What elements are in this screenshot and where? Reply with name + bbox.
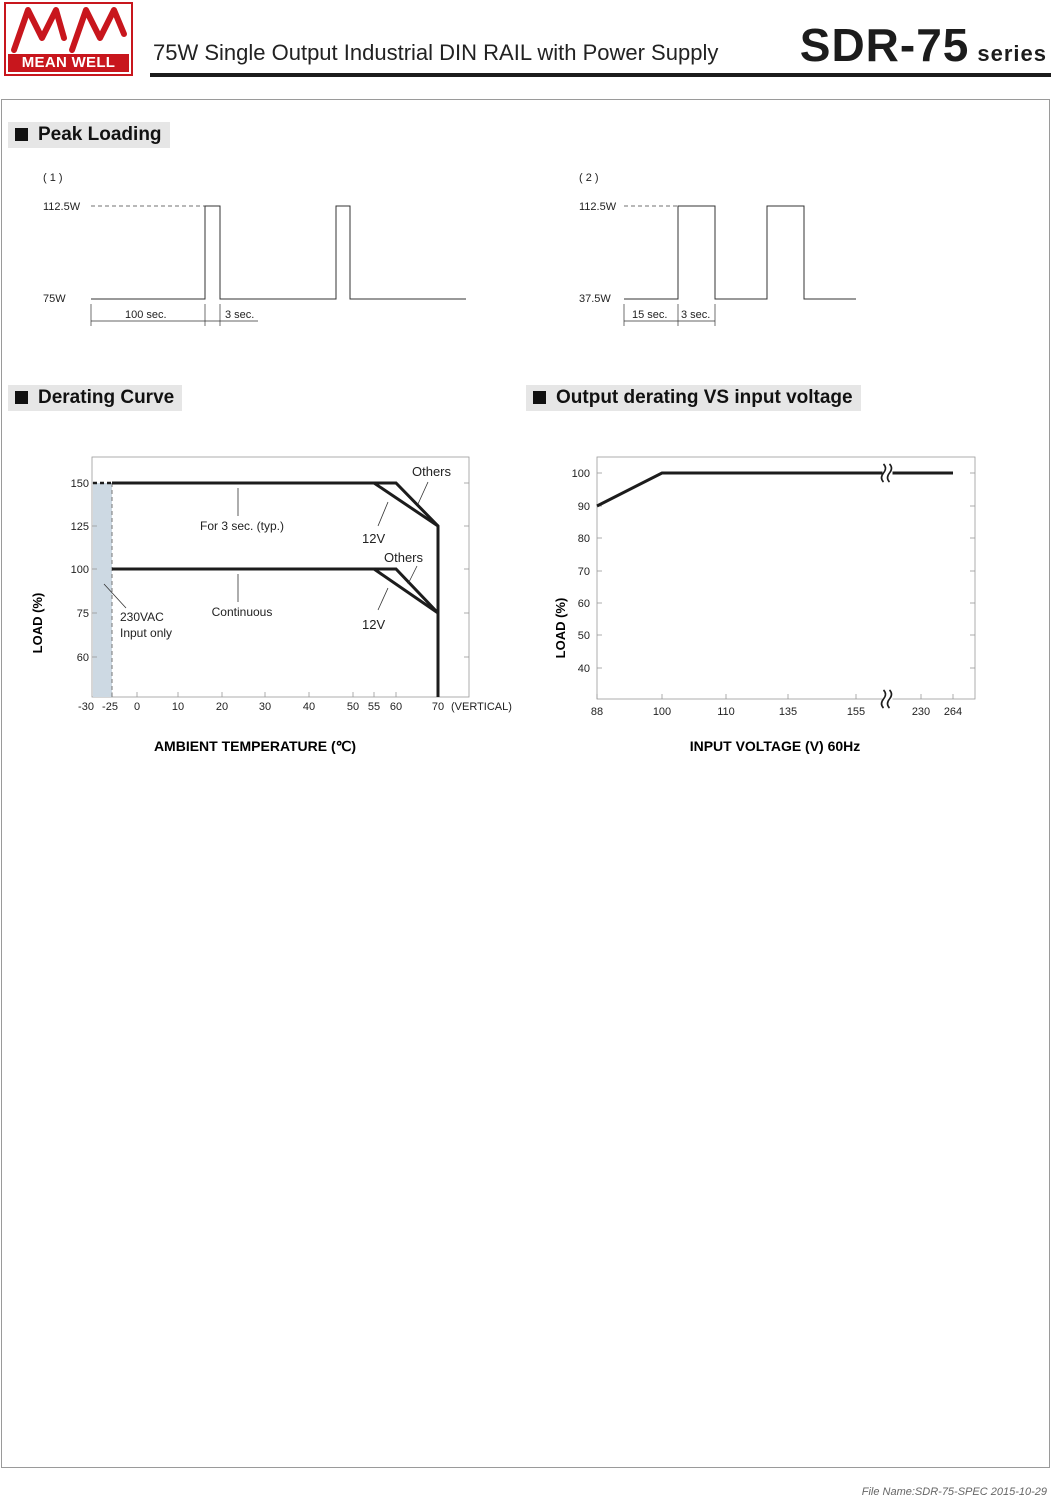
section-title: Output derating VS input voltage <box>556 387 853 408</box>
x-tick-label: -25 <box>102 701 118 713</box>
peak-diagram-1 <box>43 172 466 326</box>
x-tick-label: -30 <box>78 701 94 713</box>
x-tick-label: 10 <box>171 701 185 713</box>
axis-break-icon <box>882 463 893 483</box>
series-line-2 <box>112 569 438 613</box>
peak1-low-label: 75W <box>43 293 66 305</box>
y-tick-label: 100 <box>571 468 590 480</box>
cold-note-line1: 230VAC <box>120 610 164 624</box>
peak1-high-label: 112.5W <box>43 201 81 213</box>
peak2-label: ( 2 ) <box>579 172 599 184</box>
y-tick-label: 90 <box>577 501 590 513</box>
others-bottom-label: Others <box>384 550 424 565</box>
y-tick-label: 60 <box>577 598 590 610</box>
x-tick-label: 100 <box>652 706 672 718</box>
peak2-waveform <box>624 206 856 299</box>
12v-bottom-label: 12V <box>362 617 386 632</box>
others-top-leader <box>418 482 428 504</box>
continuous-annotation: Continuous <box>211 605 273 619</box>
peak-annotation: For 3 sec. (typ.) <box>199 519 285 533</box>
x-tick-label: 264 <box>943 706 963 718</box>
series-label: series <box>977 41 1047 66</box>
section-title: Peak Loading <box>38 124 162 145</box>
peak1-dim2-label: 3 sec. <box>225 309 255 321</box>
x-tick-label: 30 <box>258 701 272 713</box>
others-top-label: Others <box>412 464 452 479</box>
y-tick-label: 150 <box>70 478 89 490</box>
x-tick-label: 60 <box>389 701 403 713</box>
peak2-low-label: 37.5W <box>579 293 611 305</box>
x-tick-label: 40 <box>302 701 316 713</box>
peak1-waveform <box>91 206 466 299</box>
x-tick-label: 55 <box>367 701 381 713</box>
x-tick-label: 20 <box>215 701 229 713</box>
section-title: Derating Curve <box>38 387 175 408</box>
x-tick-label: 135 <box>778 706 798 718</box>
peak-diagram-2 <box>579 172 856 326</box>
y-axis-title: LOAD (%) <box>553 597 568 659</box>
x-tick-label: 230 <box>911 706 931 718</box>
x-tick-label: 88 <box>590 706 604 718</box>
x-tick-label: 70 <box>431 701 445 713</box>
x-axis-title: AMBIENT TEMPERATURE (℃) <box>153 738 357 754</box>
y-axis-title: LOAD (%) <box>30 592 45 654</box>
y-tick-label: 75 <box>76 608 89 620</box>
x-tick-suffix: (VERTICAL) <box>451 701 512 713</box>
y-tick-label: 70 <box>577 566 590 578</box>
x-axis-title: INPUT VOLTAGE (V) 60Hz <box>689 738 861 754</box>
brand-name: MEAN WELL <box>8 54 129 72</box>
y-tick-label: 50 <box>577 630 590 642</box>
file-name-footer: File Name:SDR-75-SPEC 2015-10-29 <box>861 1486 1047 1498</box>
x-tick-label: 0 <box>133 701 141 713</box>
peak2-dim1-label: 15 sec. <box>632 309 668 321</box>
derating-curve-chart <box>0 440 530 770</box>
y-tick-label: 125 <box>70 521 89 533</box>
y-tick-label: 40 <box>577 663 590 675</box>
others-bottom-leader <box>408 566 417 584</box>
document-title: 75W Single Output Industrial DIN RAIL with Power Supply <box>153 40 719 65</box>
y-tick-label: 60 <box>76 652 89 664</box>
plot-frame <box>597 457 975 699</box>
model-number: SDR-75 <box>799 19 970 71</box>
y-tick-label: 100 <box>70 564 89 576</box>
cold-note-line2: Input only <box>120 626 173 640</box>
series-line-3 <box>112 569 438 613</box>
peak1-label: ( 1 ) <box>43 172 63 184</box>
x-tick-label: 155 <box>846 706 866 718</box>
12v-top-label: 12V <box>362 531 386 546</box>
input-voltage-derating-chart <box>530 440 1053 770</box>
peak2-dim2-label: 3 sec. <box>681 309 711 321</box>
peak2-high-label: 112.5W <box>579 201 617 213</box>
plot-frame <box>92 457 469 697</box>
y-tick-label: 80 <box>577 533 590 545</box>
series-line-0 <box>597 473 953 506</box>
axis-break-icon <box>882 689 893 709</box>
12v-bottom-leader <box>378 588 388 610</box>
x-tick-label: 110 <box>717 706 735 718</box>
12v-top-leader <box>378 502 388 526</box>
peak1-dim1-label: 100 sec. <box>125 309 167 321</box>
x-tick-label: 50 <box>346 701 360 713</box>
